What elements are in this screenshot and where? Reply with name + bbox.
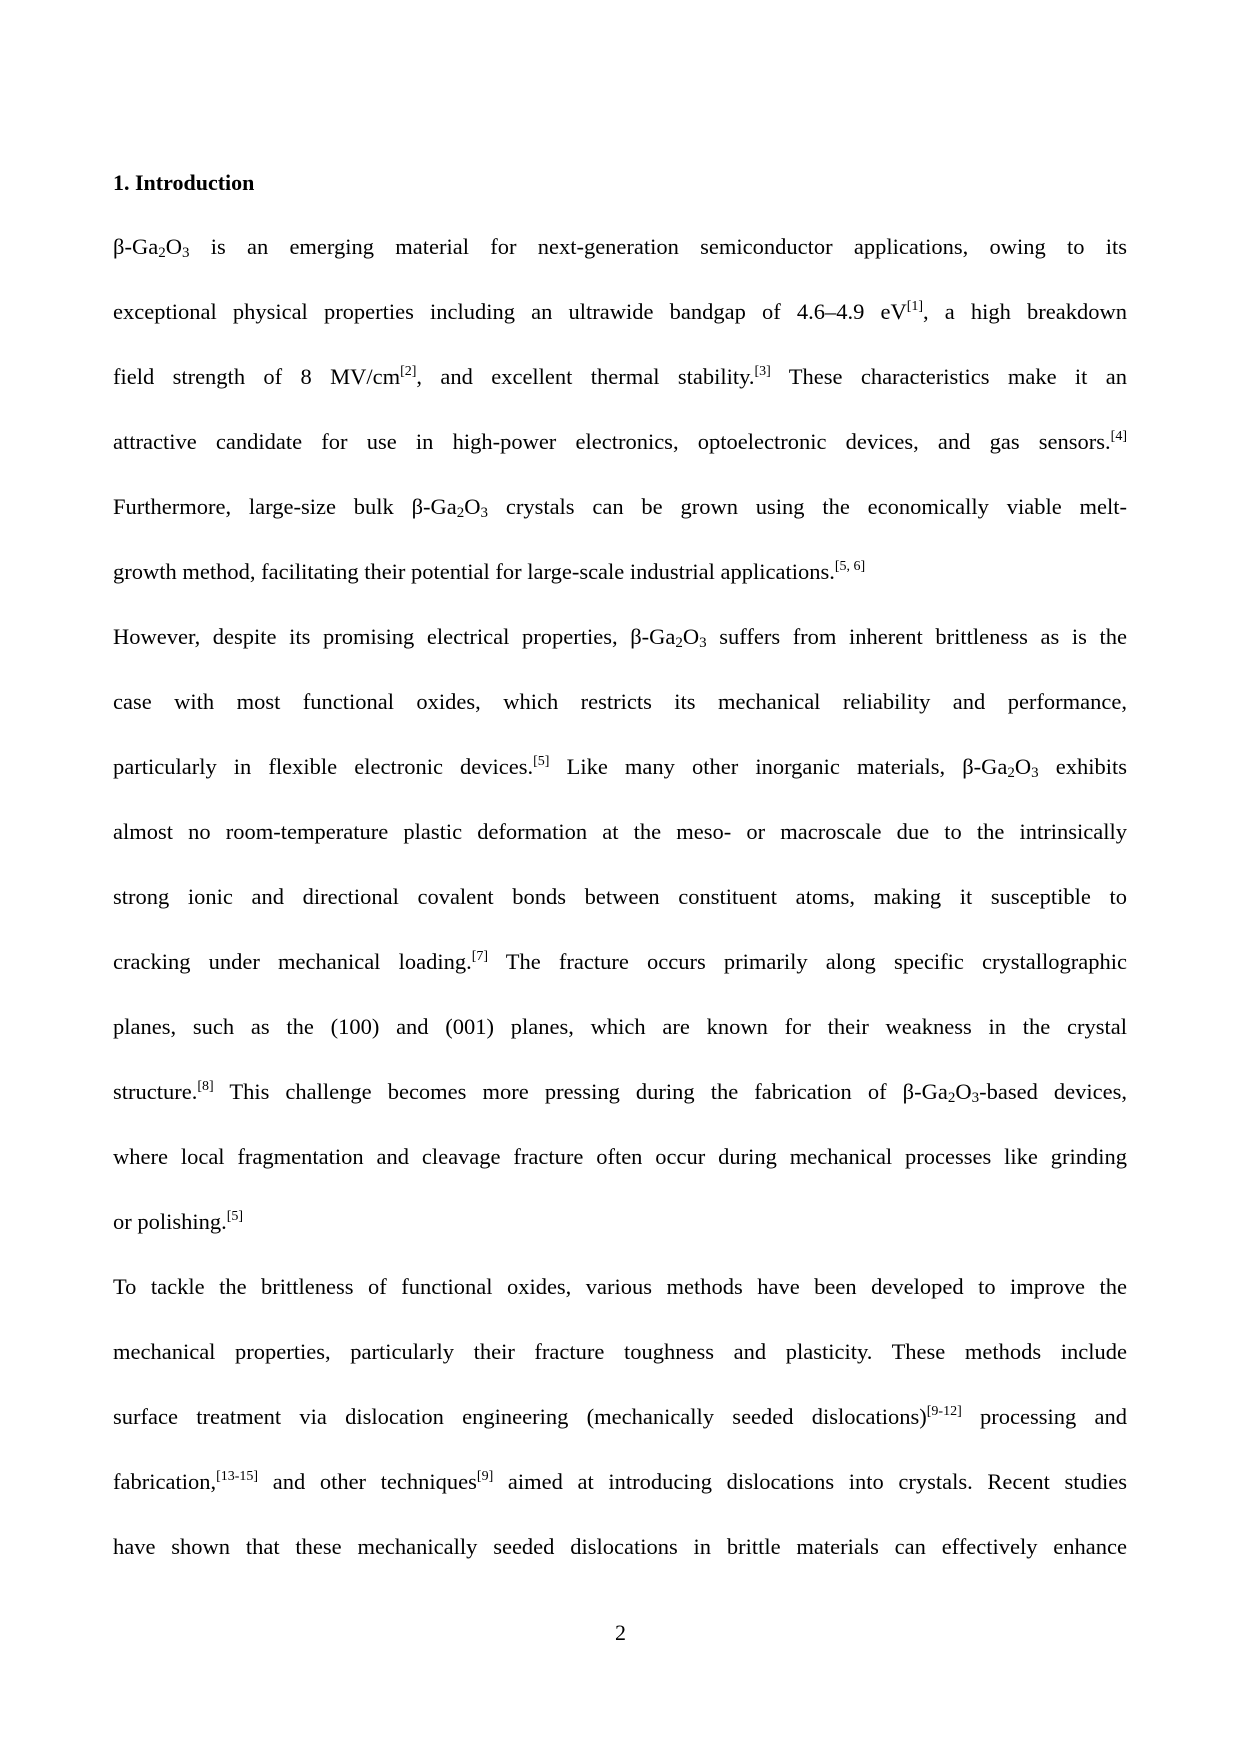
text-line [113, 232, 1127, 297]
text-run: However, despite its promising electrical properties, β-Ga [113, 624, 676, 649]
text-run: This challenge becomes more pressing during the fabrication of β-Ga [213, 1079, 948, 1104]
citation: [1] [906, 299, 924, 314]
text-run: Like many other inorganic materials, β-Ga [549, 754, 1008, 779]
subscript: 3 [971, 1090, 980, 1106]
text-run: β-Ga [113, 234, 159, 259]
subscript: 3 [1031, 765, 1039, 781]
text-run: O [1014, 754, 1032, 779]
text-run: surface treatment via dislocation engineering (mechanically seeded dislocations) [113, 1404, 927, 1429]
text-run: particularly in flexible electronic devices. [113, 754, 534, 779]
text-run: is an emerging material for next-generation semiconductor applications, owing to its [189, 234, 1127, 259]
text-run: and other techniques [258, 1469, 477, 1494]
text-run: growth method, facilitating their potential for large-scale industrial applications. [113, 559, 835, 584]
text-run: aimed at introducing dislocations into crystals. Recent studies [493, 1469, 1128, 1494]
text-run: where local fragmentation and cleavage fracture often occur during mechanical processes like grinding [113, 1144, 1127, 1169]
subscript: 3 [181, 245, 190, 261]
text-line [113, 1077, 1127, 1142]
text-line [113, 817, 1127, 882]
text-line [113, 687, 1127, 752]
subscript: 2 [947, 1090, 956, 1106]
text-line [113, 1272, 1127, 1337]
text-line [113, 752, 1127, 817]
text-run: attractive candidate for use in high-power electronics, optoelectronic devices, and gas sensors. [113, 429, 1111, 454]
text-run: fabrication, [113, 1469, 217, 1494]
citation: [13-15] [216, 1469, 259, 1484]
text-run: structure. [113, 1079, 198, 1104]
text-line [113, 882, 1127, 947]
text-run: Furthermore, large-size bulk β-Ga [113, 494, 457, 519]
text-run: , and excellent thermal stability. [416, 364, 755, 389]
text-line [113, 297, 1127, 362]
citation: [2] [400, 364, 417, 379]
text-run: field strength of 8 MV/cm [113, 364, 401, 389]
citation: [4] [1110, 429, 1127, 444]
subscript: 3 [699, 635, 707, 651]
subscript: 2 [456, 505, 465, 521]
text-run: -based devices, [979, 1079, 1127, 1104]
text-line [113, 1012, 1127, 1077]
text-line [113, 557, 1127, 622]
text-line [113, 947, 1127, 1012]
text-run: O [464, 494, 481, 519]
text-run: suffers from inherent brittleness as is the [706, 624, 1127, 649]
citation: [5, 6] [834, 559, 866, 574]
text-line [113, 1532, 1127, 1597]
text-run: crystals can be grown using the economically viable melt- [488, 494, 1127, 519]
text-run: O [955, 1079, 972, 1104]
text-run: cracking under mechanical loading. [113, 949, 472, 974]
text-run: or polishing. [113, 1209, 227, 1234]
text-run: O [682, 624, 700, 649]
text-line [113, 1337, 1127, 1402]
text-line [113, 1207, 1127, 1272]
text-run: have shown that these mechanically seeded dislocations in brittle materials can effectively enhance [113, 1534, 1127, 1559]
text-line [113, 427, 1127, 492]
citation: [3] [754, 364, 771, 379]
text-run: O [165, 234, 182, 259]
citation: [9-12] [926, 1404, 962, 1419]
citation: [5] [533, 754, 550, 769]
citation: [8] [197, 1079, 214, 1094]
subscript: 2 [1007, 765, 1015, 781]
text-run: strong ionic and directional covalent bonds between constituent atoms, making it susceptible to [113, 884, 1127, 909]
text-run: The fracture occurs primarily along specific crystallographic [488, 949, 1128, 974]
citation: [5] [226, 1209, 244, 1224]
text-run: exhibits [1038, 754, 1127, 779]
text-run: , a high breakdown [923, 299, 1128, 324]
subscript: 2 [158, 245, 166, 261]
citation: [9] [476, 1469, 494, 1484]
text-run: case with most functional oxides, which restricts its mechanical reliability and performance, [113, 689, 1127, 714]
text-line [113, 622, 1127, 687]
text-run: processing and [961, 1404, 1127, 1429]
subscript: 3 [480, 505, 489, 521]
text-run: mechanical properties, particularly their fracture toughness and plasticity. These methods include [113, 1339, 1127, 1364]
section-heading: 1. Introduction [113, 170, 255, 195]
text-line [113, 362, 1127, 427]
body-text [113, 232, 1127, 1597]
text-line [113, 1402, 1127, 1467]
text-line [113, 1142, 1127, 1207]
text-run: These characteristics make it an [770, 364, 1127, 389]
subscript: 2 [675, 635, 683, 651]
text-line [113, 1467, 1127, 1532]
text-run: planes, such as the (100) and (001) planes, which are known for their weakness in the crystal [113, 1014, 1127, 1039]
page-number: 2 [615, 1620, 626, 1645]
text-line [113, 492, 1127, 557]
text-run: To tackle the brittleness of functional oxides, various methods have been developed to improve the [113, 1274, 1127, 1299]
citation: [7] [471, 949, 489, 964]
text-run: exceptional physical properties including an ultrawide bandgap of 4.6–4.9 eV [113, 299, 907, 324]
text-run: almost no room-temperature plastic deformation at the meso- or macroscale due to the intrinsically [113, 819, 1127, 844]
